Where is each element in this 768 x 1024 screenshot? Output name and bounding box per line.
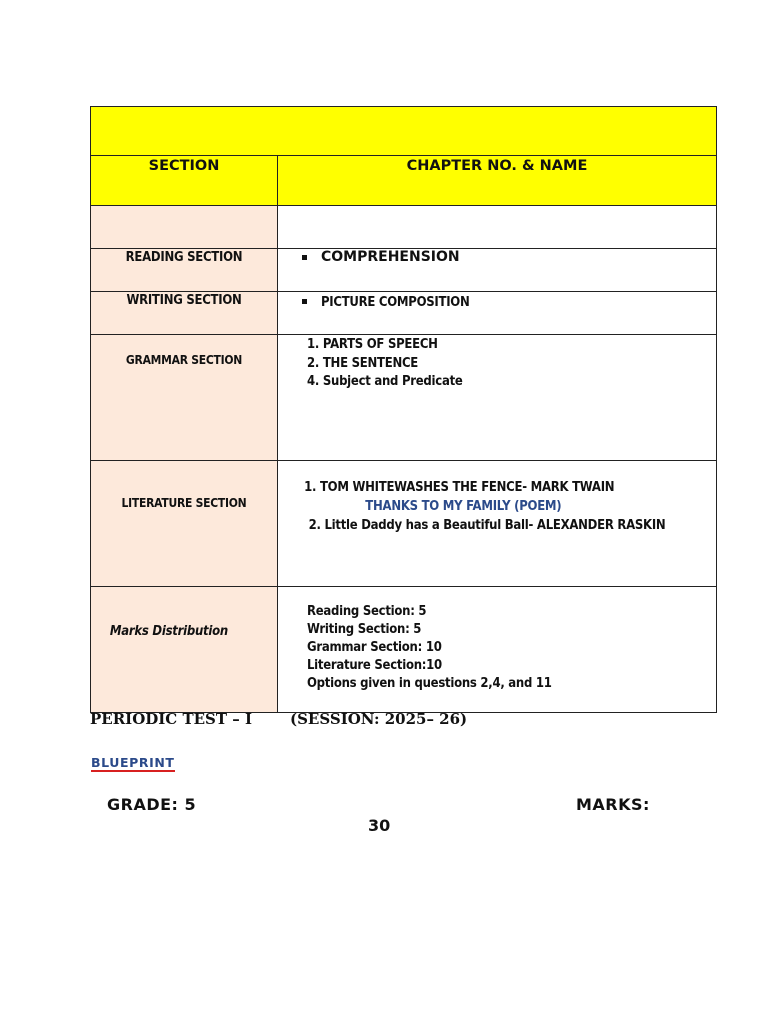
test-name: PERIODIC TEST – I bbox=[90, 710, 252, 728]
marks-section-label: Marks Distribution bbox=[109, 624, 228, 639]
reading-section-cell bbox=[91, 249, 278, 292]
blueprint-table bbox=[90, 106, 717, 713]
header-blank-row bbox=[91, 107, 717, 156]
bullet-icon bbox=[302, 255, 307, 260]
grammar-item-3: 4. Subject and Predicate bbox=[307, 374, 463, 389]
literature-poem: THANKS TO MY FAMILY (POEM) bbox=[365, 499, 562, 514]
grade-label: GRADE: 5 bbox=[107, 795, 197, 814]
reading-item bbox=[278, 249, 716, 265]
grammar-section-label: GRAMMAR SECTION bbox=[125, 353, 243, 367]
marks-line-grammar: Grammar Section: 10 bbox=[307, 640, 442, 655]
literature-section-cell bbox=[91, 461, 278, 587]
header-chapter-cell bbox=[278, 156, 717, 206]
reading-chapter-cell bbox=[278, 249, 717, 292]
grammar-section-cell bbox=[91, 335, 278, 461]
marks-line-reading: Reading Section: 5 bbox=[307, 604, 427, 619]
writing-item-text: PICTURE COMPOSITION bbox=[321, 295, 470, 310]
literature-item-1: 1. TOM WHITEWASHES THE FENCE- MARK TWAIN bbox=[304, 480, 615, 495]
grammar-chapter-cell bbox=[278, 335, 717, 461]
writing-item bbox=[278, 293, 716, 311]
literature-section-label: LITERATURE SECTION bbox=[121, 496, 247, 510]
header-chapter-label: CHAPTER NO. & NAME bbox=[406, 158, 588, 174]
blank-chapter-cell bbox=[278, 206, 717, 249]
marks-label: MARKS: bbox=[576, 795, 650, 814]
marks-value: 30 bbox=[368, 816, 391, 835]
marks-line-options: Options given in questions 2,4, and 11 bbox=[307, 676, 552, 691]
header-section-cell bbox=[91, 156, 278, 206]
marks-line-literature: Literature Section:10 bbox=[307, 658, 442, 673]
writing-chapter-cell bbox=[278, 292, 717, 335]
bullet-icon bbox=[302, 299, 307, 304]
literature-chapter-cell bbox=[278, 461, 717, 587]
marks-chapter-cell bbox=[278, 587, 717, 713]
reading-section-label: READING SECTION bbox=[125, 250, 243, 265]
session-label: (SESSION: 2025– 26) bbox=[290, 710, 468, 728]
reading-item-text: COMPREHENSION bbox=[321, 249, 460, 265]
blueprint-heading: BLUEPRINT bbox=[91, 755, 175, 770]
literature-item-2: 2. Little Daddy has a Beautiful Ball- ALEXANDER RASKIN bbox=[308, 518, 666, 533]
writing-section-cell bbox=[91, 292, 278, 335]
writing-section-label: WRITING SECTION bbox=[126, 293, 242, 308]
test-title bbox=[90, 710, 467, 728]
marks-section-cell bbox=[91, 587, 278, 713]
grammar-item-1: 1. PARTS OF SPEECH bbox=[307, 337, 438, 352]
grammar-item-2: 2. THE SENTENCE bbox=[307, 355, 419, 371]
header-section-label: SECTION bbox=[148, 158, 220, 174]
marks-line-writing: Writing Section: 5 bbox=[307, 622, 422, 637]
blank-section-cell bbox=[91, 206, 278, 249]
